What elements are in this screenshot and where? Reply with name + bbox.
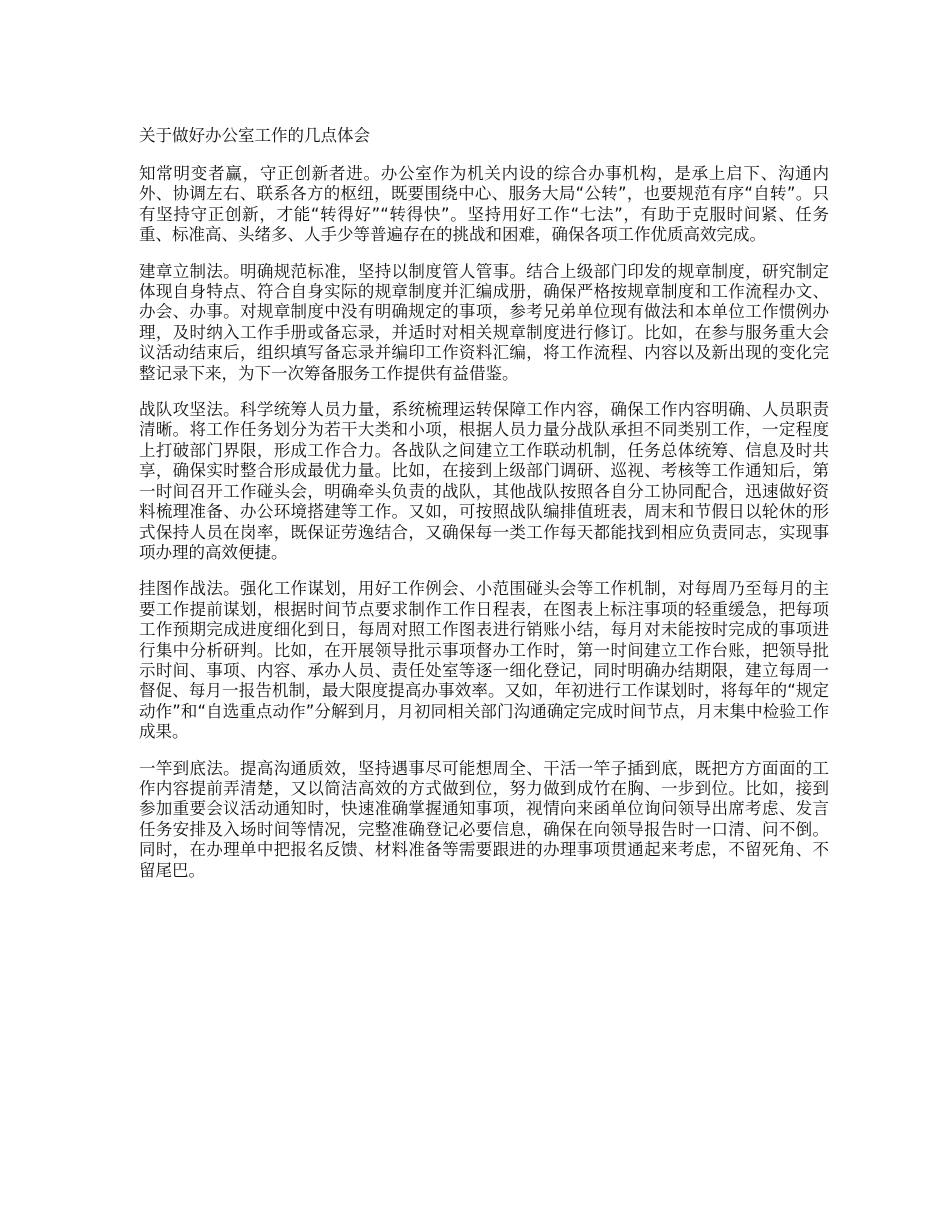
paragraph-guatu-zuozhan: 挂图作战法。强化工作谋划，用好工作例会、小范围碰头会等工作机制，对每周乃至每月的主要工作提前谋划，根据时间节点要求制作工作日程表，在图表上标注事项的轻重缓急，把每项工作预期完成进度细化到日，每周对照工作图表进行销账小结，每月对未能按时完成的事项进行集中分析研判。比如，在开展领导批示事项督办工作时，第一时间建立工作台账，把领导批示时间、事项、内容、承办人员、责任处室等逐一细化登记，同时明确办结期限，建立每周一督促、每月一报告机制，最大限度提高办事效率。又如，年初进行工作谋划时，将每年的“规定动作”和“自选重点动作”分解到月，月初同相关部门沟通确定完成时间节点，月末集中检验工作成果。 bbox=[139, 579, 829, 742]
paragraph-yigan-daodi: 一竿到底法。提高沟通质效，坚持遇事尽可能想周全、干活一竿子插到底，既把方方面面的工作内容提前弄清楚，又以简洁高效的方式做到位，努力做到成竹在胸、一步到位。比如，接到参加重要会议活动通知时，快速准确掌握通知事项，视情向来函单位询问领导出席考虑、发言任务安排及入场时间等情况，完整准确登记必要信息，确保在向领导报告时一口清、问不倒。同时，在办理单中把报名反馈、材料准备等需要跟进的办理事项贯通起来考虑，不留死角、不留尾巴。 bbox=[139, 758, 829, 880]
paragraph-jianzhang-lizhi: 建章立制法。明确规范标准，坚持以制度管人管事。结合上级部门印发的规章制度，研究制定体现自身特点、符合自身实际的规章制度并汇编成册，确保严格按规章制度和工作流程办文、办会、办事。对规章制度中没有明确规定的事项，参考兄弟单位现有做法和本单位工作惯例办理，及时纳入工作手册或备忘录，并适时对相关规章制度进行修订。比如，在参与服务重大会议活动结束后，组织填写备忘录并编印工作资料汇编，将工作流程、内容以及新出现的变化完整记录下来，为下一次筹备服务工作提供有益借鉴。 bbox=[139, 261, 829, 383]
paragraph-zhandui-gongjian: 战队攻坚法。科学统筹人员力量，系统梳理运转保障工作内容，确保工作内容明确、人员职责清晰。将工作任务划分为若干大类和小项，根据人员力量分战队承担不同类别工作，一定程度上打破部门界限，形成工作合力。各战队之间建立工作联动机制，任务总体统筹、信息及时共享，确保实时整合形成最优力量。比如，在接到上级部门调研、巡视、考核等工作通知后，第一时间召开工作碰头会，明确牵头负责的战队，其他战队按照各自分工协同配合，迅速做好资料梳理准备、办公环境搭建等工作。又如，可按照战队编排值班表，周末和节假日以轮休的形式保持人员在岗率，既保证劳逸结合，又确保每一类工作每天都能找到相应负责同志，实现事项办理的高效便捷。 bbox=[139, 400, 829, 562]
document-page bbox=[139, 126, 829, 897]
paragraph-intro: 知常明变者赢，守正创新者进。办公室作为机关内设的综合办事机构，是承上启下、沟通内外、协调左右、联系各方的枢纽，既要围绕中心、服务大局“公转”，也要规范有序“自转”。只有坚持守正创新，才能“转得好”“转得快”。坚持用好工作“七法”，有助于克服时间紧、任务重、标准高、头绪多、人手少等普遍存在的挑战和困难，确保各项工作优质高效完成。 bbox=[139, 164, 829, 245]
document-title: 关于做好办公室工作的几点体会 bbox=[139, 126, 370, 145]
